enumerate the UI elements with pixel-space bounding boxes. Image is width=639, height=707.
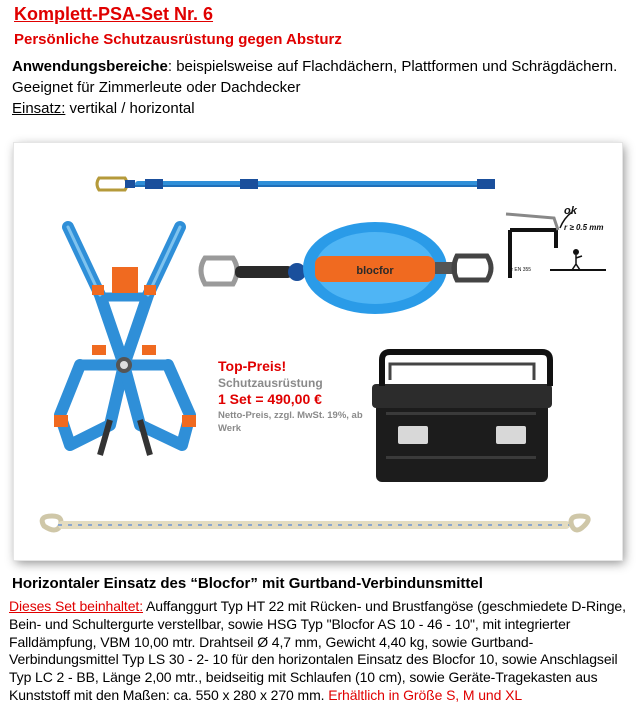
set-description — [9, 598, 629, 705]
top-price-label: Top-Preis! — [218, 358, 287, 374]
price-block — [218, 358, 378, 435]
application-text: : beispielsweise auf Flachdächern, Plattformen und Schrägdächern. Geeignet für Zimmerleute oder Dachdecker — [12, 58, 618, 96]
device-label: blocfor — [356, 265, 394, 277]
set-price: 1 Set = 490,00 € — [218, 391, 322, 407]
page-title: Komplett-PSA-Set Nr. 6 — [14, 4, 214, 24]
price-note: Netto-Preis, zzgl. MwSt. 19%, ab Werk — [218, 410, 363, 434]
set-contents-label: Dieses Set beinhaltet: — [9, 598, 143, 614]
usage-text: vertikal / horizontal — [65, 100, 195, 117]
toolbox-image — [366, 350, 558, 490]
application-label: Anwendungsbereiche — [12, 58, 168, 75]
fall-arrester-image — [195, 218, 495, 328]
usage-label: Einsatz: — [12, 100, 66, 117]
page-subtitle: Persönliche Schutzausrüstung gegen Absturz — [14, 31, 342, 48]
radius-label: r ≥ 0.5 mm — [564, 223, 604, 232]
set-contents-text: Auffanggurt Typ HT 22 mit Rücken- und Brustfangöse (geschmiedete D-Ringe, Bein- und Schultergurte verstellbar, sowie HSG Typ "Blocfor AS 10 - 46 - 10", mit integrierter Falldämpfung, VBM 10,00 mtr. Drahtseil Ø 4,7 mm, Gewicht 4,40 kg, sowie Gurtband-Verbindungsmittel Typ LS 30 - 2- 10 für den horizontalen Einsatz des Blocfor 10, sowie Anschlagseil Typ LC 2 - BB, Länge 2,00 mtr., beidseitig mit Schlaufen (10 cm), sowie Geräte-Tragekasten aus Kunststoff mit den Maßen: ca. 550 x 280 x 270 mm. — [9, 598, 626, 703]
section-title: Horizontaler Einsatz des “Blocfor” mit Gurtband-Verbindunsmittel — [12, 575, 483, 592]
harness-image — [40, 215, 210, 460]
anchor-rope-image — [36, 512, 596, 540]
webbing-lanyard-image — [95, 172, 505, 202]
product-label: Schutzausrüstung — [218, 376, 323, 390]
norm-label: Pr EN 355 — [508, 267, 532, 273]
ok-label: ok — [564, 205, 577, 217]
intro-paragraph — [12, 56, 622, 119]
sizes-text: Erhältlich in Größe S, M und XL — [324, 686, 523, 703]
edge-diagram-image — [498, 200, 618, 280]
